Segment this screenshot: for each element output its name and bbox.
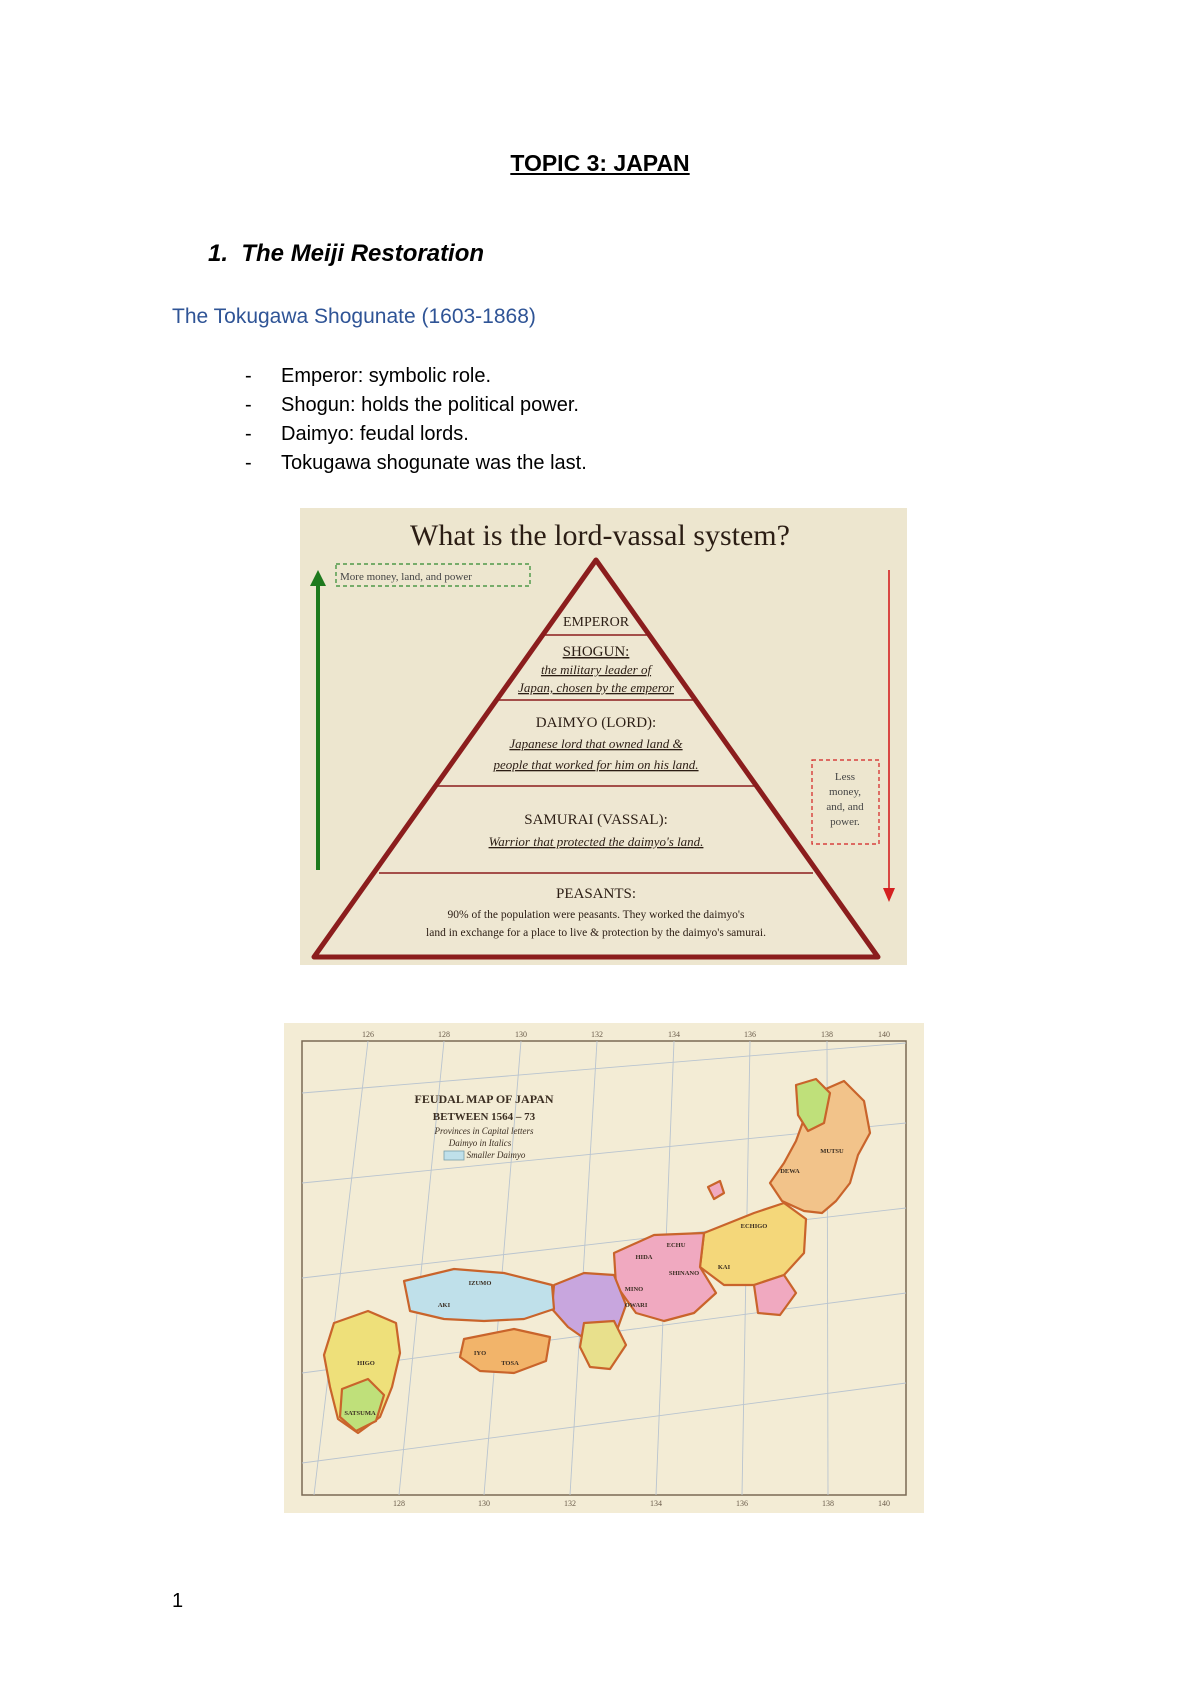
level-daimyo-title: DAIMYO (LORD): (535, 715, 657, 731)
lord-vassal-figure (300, 508, 907, 965)
province-label: HIDA (635, 1254, 653, 1261)
level-daimyo-desc: Japanese lord that owned land & (509, 736, 683, 751)
bullet-marker: - (245, 394, 252, 416)
province-label: DEWA (780, 1168, 800, 1175)
bullet-marker: - (245, 452, 252, 474)
right-note-line: Less (834, 771, 856, 783)
province-label: SHINANO (668, 1270, 700, 1277)
left-note: More money, land, and power (340, 571, 472, 583)
level-samurai-title: SAMURAI (VASSAL): (524, 812, 668, 828)
map-tick: 126 (362, 1030, 374, 1039)
level-samurai-desc: Warrior that protected the daimyo's land. (488, 834, 704, 849)
bullet-text: Shogun: holds the political power. (281, 394, 579, 416)
province-label: IZUMO (468, 1280, 492, 1287)
province-label: IYO (473, 1350, 487, 1357)
bullet-text: Daimyo: feudal lords. (281, 423, 469, 445)
list-item (245, 391, 587, 420)
map-tick: 130 (478, 1499, 490, 1508)
map-tick: 136 (736, 1499, 748, 1508)
map-tick: 136 (744, 1030, 756, 1039)
level-shogun-desc: the military leader of (540, 662, 652, 677)
level-shogun-title: SHOGUN: (562, 644, 630, 660)
level-shogun-desc: Japan, chosen by the emperor (518, 680, 674, 695)
feudal-map-figure (284, 1023, 924, 1513)
map-legend: Smaller Daimyo (466, 1150, 526, 1160)
map-tick: 134 (668, 1030, 680, 1039)
province-label: HIGO (357, 1360, 375, 1367)
bullet-list (245, 362, 587, 478)
level-peasants-title: PEASANTS: (555, 886, 637, 902)
level-daimyo-desc: people that worked for him on his land. (493, 757, 699, 772)
province-label: ECHU (666, 1242, 686, 1249)
level-peasants-desc: 90% of the population were peasants. They worked the daimyo's (447, 909, 745, 921)
province-label: ECHIGO (740, 1223, 768, 1230)
subheading: The Tokugawa Shogunate (1603-1868) (172, 305, 536, 328)
right-note-line: and, and (826, 801, 864, 813)
province-label: AKI (437, 1302, 451, 1309)
level-peasants-desc: land in exchange for a place to live & protection by the daimyo's samurai. (426, 927, 766, 939)
province-label: OWARI (624, 1302, 648, 1309)
map-tick: 130 (515, 1030, 527, 1039)
list-item (245, 449, 587, 478)
map-tick: 132 (564, 1499, 576, 1508)
province-label: KAI (717, 1264, 731, 1271)
list-item (245, 362, 587, 391)
bullet-text: Emperor: symbolic role. (281, 365, 492, 387)
list-item (245, 420, 587, 449)
map-tick: 128 (393, 1499, 405, 1508)
map-title: FEUDAL MAP OF JAPAN (414, 1092, 554, 1106)
province-label: TOSA (501, 1360, 519, 1367)
bullet-text: Tokugawa shogunate was the last. (281, 452, 587, 474)
map-tick: 138 (821, 1030, 833, 1039)
figure-title: What is the lord-vassal system? (410, 519, 790, 552)
map-legend: Daimyo in Italics (448, 1138, 512, 1148)
province-label: MINO (624, 1286, 644, 1293)
map-tick: 138 (822, 1499, 834, 1508)
page-title: TOPIC 3: JAPAN (510, 150, 690, 176)
page-number: 1 (172, 1590, 184, 1612)
legend-swatch (444, 1151, 464, 1160)
right-note-line: power. (830, 816, 860, 828)
bullet-marker: - (245, 365, 252, 387)
map-tick: 140 (878, 1030, 890, 1039)
province-label: SATSUMA (344, 1410, 376, 1417)
map-tick: 132 (591, 1030, 603, 1039)
map-tick: 140 (878, 1499, 890, 1508)
level-emperor: EMPEROR (562, 615, 630, 630)
bullet-marker: - (245, 423, 252, 445)
map-tick: 128 (438, 1030, 450, 1039)
province-label: MUTSU (820, 1148, 844, 1155)
map-legend: Provinces in Capital letters (434, 1126, 534, 1136)
right-note-line: money, (829, 786, 861, 798)
map-subtitle: BETWEEN 1564 – 73 (432, 1111, 536, 1123)
map-tick: 134 (650, 1499, 662, 1508)
section-heading: 1. The Meiji Restoration (208, 240, 485, 267)
